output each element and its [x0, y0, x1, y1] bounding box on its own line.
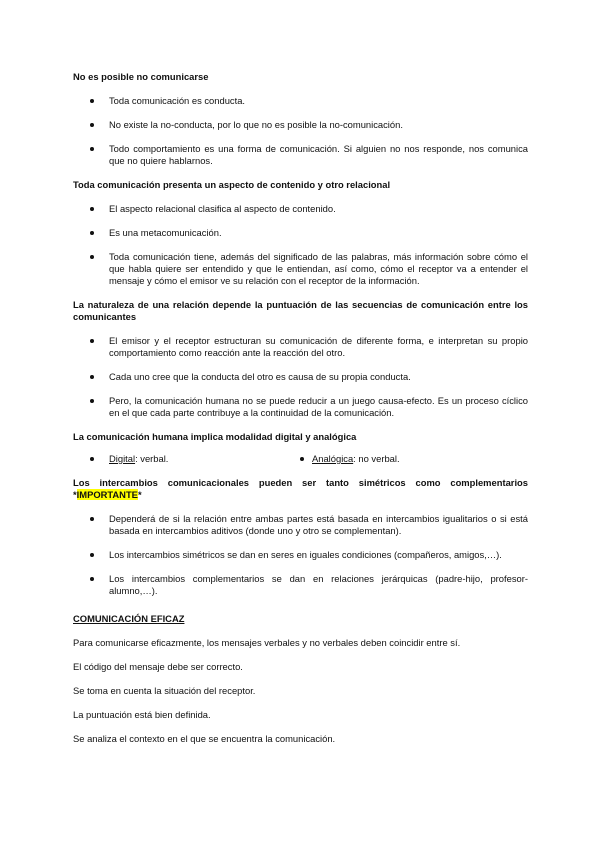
bullet-list-3 — [73, 335, 528, 419]
bullet-list-5 — [73, 513, 528, 597]
list-item: Cada uno cree que la conducta del otro es causa de su propia conducta. — [73, 371, 528, 383]
list-item: Es una metacomunicación. — [73, 227, 528, 239]
eficaz-line: Se toma en cuenta la situación del receptor. — [73, 685, 256, 696]
analog-term: Analógica — [312, 453, 354, 464]
important-highlight: IMPORTANTE — [76, 489, 138, 500]
star-close: * — [137, 489, 142, 500]
eficaz-line: Para comunicarse eficazmente, los mensajes verbales y no verbales deben coincidir entre sí. — [73, 637, 461, 648]
list-item: Los intercambios complementarios se dan en relaciones jerárquicas (padre-hijo, profesor-alumno,…). — [73, 573, 528, 597]
eficaz-line: Se analiza el contexto en el que se encuentra la comunicación. — [73, 733, 336, 744]
list-item: Dependerá de si la relación entre ambas partes está basada en intercambios igualitarios o si está basada en intercambios aditivos (donde uno y otro se complementan). — [73, 513, 528, 537]
bullet-list-2 — [73, 203, 528, 287]
eficaz-line: El código del mensaje debe ser correcto. — [73, 661, 243, 672]
list-item: Los intercambios simétricos se dan en seres en iguales condiciones (compañeros, amigos,…). — [73, 549, 528, 561]
eficaz-title: COMUNICACIÓN EFICAZ — [73, 613, 185, 624]
list-item: Pero, la comunicación humana no se puede reducir a un juego causa-efecto. Es un proceso cíclico en el que cada parte contribuye a la continuidad de la comunicación. — [73, 395, 528, 419]
section-heading-2: Toda comunicación presenta un aspecto de contenido y otro relacional — [73, 179, 391, 190]
list-item: Toda comunicación tiene, además del significado de las palabras, más información sobre cómo el que habla quiere ser entendido y que le entiendan, así como, cómo el receptor va a entender el mensaje y cómo el emisor ve su relación con el receptor de la información. — [73, 251, 528, 287]
eficaz-line: La puntuación está bien definida. — [73, 709, 211, 720]
list-item: El aspecto relacional clasifica al aspecto de contenido. — [73, 203, 528, 215]
digital-term: Digital — [109, 453, 136, 464]
list-item: Todo comportamiento es una forma de comunicación. Si alguien no nos responde, nos comunica que no quiere hablarnos. — [73, 143, 528, 167]
list-item: El emisor y el receptor estructuran su comunicación de diferente forma, e interpretan su propio comportamiento como reacción ante la reacción del otro. — [73, 335, 528, 359]
list-item: No existe la no-conducta, por lo que no es posible la no-comunicación. — [73, 119, 528, 131]
section-heading-5 — [73, 477, 528, 501]
list-item-digital — [73, 453, 300, 465]
section-heading-1: No es posible no comunicarse — [73, 71, 209, 82]
analog-desc: : no verbal. — [353, 453, 400, 464]
list-item: Toda comunicación es conducta. — [73, 95, 528, 107]
modality-list — [73, 453, 528, 465]
digital-desc: : verbal. — [135, 453, 169, 464]
list-item-analog — [300, 453, 527, 465]
section-heading-3: La naturaleza de una relación depende la puntuación de las secuencias de comunicación entre los comunicantes — [73, 299, 528, 322]
document-content — [73, 71, 528, 757]
star-open: * — [73, 489, 77, 500]
bullet-list-1 — [73, 95, 528, 167]
section-heading-4: La comunicación humana implica modalidad digital y analógica — [73, 431, 357, 442]
heading-text: Los intercambios comunicacionales pueden ser tanto simétricos como complementarios — [73, 477, 528, 488]
